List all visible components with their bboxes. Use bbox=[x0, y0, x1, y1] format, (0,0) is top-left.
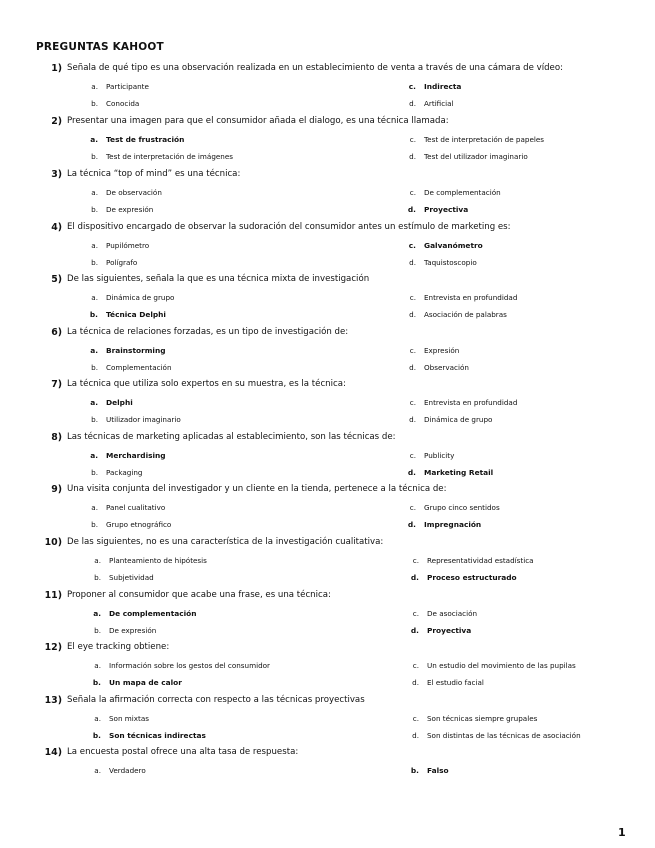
option-letter: b. bbox=[89, 310, 98, 319]
question-text: Señala de qué tipo es una observación realizada en un establecimiento de venta a través de una cámara de vídeo: bbox=[67, 63, 563, 73]
option-letter: a. bbox=[90, 451, 98, 460]
option-text: Expresión bbox=[424, 346, 460, 355]
option-letter: d. bbox=[409, 363, 416, 372]
option-letter: c. bbox=[409, 135, 416, 144]
option-letter: c. bbox=[409, 188, 416, 197]
option-text: Test del utilizador imaginario bbox=[424, 152, 528, 161]
option-text: Brainstorming bbox=[106, 346, 166, 355]
option-letter: d. bbox=[409, 99, 416, 108]
option-letter: a. bbox=[94, 766, 101, 775]
option-letter: b. bbox=[91, 99, 98, 108]
option-text: Son técnicas siempre grupales bbox=[427, 714, 538, 723]
page-number: 1 bbox=[618, 826, 626, 839]
option-letter: a. bbox=[90, 135, 98, 144]
option-letter: b. bbox=[91, 363, 98, 372]
option-text: Observación bbox=[424, 363, 469, 372]
option-text: Falso bbox=[427, 766, 449, 775]
option-letter: d. bbox=[409, 152, 416, 161]
option-text: Dinámica de grupo bbox=[106, 293, 175, 302]
question-text: La técnica “top of mind” es una técnica: bbox=[67, 169, 241, 179]
option-text: Panel cualitativo bbox=[106, 503, 166, 512]
option-text: Complementación bbox=[106, 363, 172, 372]
question-text: La técnica que utiliza solo expertos en su muestra, es la técnica: bbox=[67, 379, 346, 389]
question-text: El eye tracking obtiene: bbox=[67, 642, 170, 652]
option-text: Planteamiento de hipótesis bbox=[109, 556, 207, 565]
option-letter: d. bbox=[407, 468, 416, 477]
option-text: Participante bbox=[106, 82, 149, 91]
question-number: 4) bbox=[51, 222, 62, 233]
question-number: 13) bbox=[44, 695, 62, 706]
option-letter: c. bbox=[408, 241, 416, 250]
question-number: 6) bbox=[51, 327, 62, 338]
option-text: Pupilómetro bbox=[106, 241, 150, 250]
option-letter: b. bbox=[91, 520, 98, 529]
question-number: 8) bbox=[51, 432, 62, 443]
option-letter: b. bbox=[91, 468, 98, 477]
option-letter: a. bbox=[91, 241, 98, 250]
option-text: Indirecta bbox=[424, 82, 462, 91]
question-text: Proponer al consumidor que acabe una frase, es una técnica: bbox=[67, 590, 331, 600]
option-text: De complementación bbox=[424, 188, 501, 197]
option-text: Publicity bbox=[424, 451, 455, 460]
option-letter: c. bbox=[409, 293, 416, 302]
option-letter: b. bbox=[91, 205, 98, 214]
option-letter: d. bbox=[407, 520, 416, 529]
option-text: Test de frustración bbox=[106, 135, 185, 144]
question-number: 3) bbox=[51, 169, 62, 180]
option-text: El estudio facial bbox=[427, 678, 484, 687]
option-text: Impregnación bbox=[424, 520, 482, 529]
option-text: Test de interpretación de papeles bbox=[424, 135, 545, 144]
option-text: Polígrafo bbox=[106, 258, 138, 267]
option-text: Entrevista en profundidad bbox=[424, 293, 518, 302]
option-letter: b. bbox=[94, 626, 101, 635]
option-letter: b. bbox=[92, 731, 101, 740]
option-text: Dinámica de grupo bbox=[424, 415, 493, 424]
option-text: Técnica Delphi bbox=[106, 310, 166, 319]
option-letter: a. bbox=[90, 398, 98, 407]
question-number: 14) bbox=[44, 747, 62, 758]
option-text: De complementación bbox=[109, 609, 197, 618]
option-text: Proyectiva bbox=[424, 205, 469, 214]
option-text: De asociación bbox=[427, 609, 478, 618]
option-letter: c. bbox=[409, 451, 416, 460]
option-letter: d. bbox=[410, 626, 419, 635]
option-letter: d. bbox=[412, 731, 419, 740]
question-number: 5) bbox=[51, 274, 62, 285]
option-letter: a. bbox=[91, 188, 98, 197]
option-letter: a. bbox=[94, 661, 101, 670]
question-text: El dispositivo encargado de observar la sudoración del consumidor antes un estímulo de marketing es: bbox=[67, 222, 511, 232]
question-text: Señala la afirmación correcta con respecto a las técnicas proyectivas bbox=[67, 695, 365, 705]
question-number: 11) bbox=[44, 590, 62, 601]
option-text: Merchardising bbox=[106, 451, 166, 460]
option-letter: a. bbox=[91, 82, 98, 91]
option-text: De expresión bbox=[106, 205, 154, 214]
option-text: Test de interpretación de imágenes bbox=[106, 152, 234, 161]
option-text: De observación bbox=[106, 188, 162, 197]
option-letter: c. bbox=[409, 398, 416, 407]
option-text: Conocida bbox=[106, 99, 140, 108]
option-letter: d. bbox=[409, 258, 416, 267]
option-letter: a. bbox=[91, 293, 98, 302]
option-text: Un estudio del movimiento de las pupilas bbox=[427, 661, 576, 670]
option-text: Grupo etnográfico bbox=[106, 520, 172, 529]
question-text: La técnica de relaciones forzadas, es un tipo de investigación de: bbox=[67, 327, 349, 337]
option-text: De expresión bbox=[109, 626, 157, 635]
option-text: Marketing Retail bbox=[424, 468, 494, 477]
option-text: Delphi bbox=[106, 398, 133, 407]
option-letter: c. bbox=[412, 609, 419, 618]
question-number: 12) bbox=[44, 642, 62, 653]
option-letter: c. bbox=[412, 714, 419, 723]
question-text: Presentar una imagen para que el consumidor añada el dialogo, es una técnica llamada: bbox=[67, 116, 449, 126]
option-letter: b. bbox=[92, 678, 101, 687]
option-letter: b. bbox=[94, 573, 101, 582]
document-title: PREGUNTAS KAHOOT bbox=[36, 41, 164, 53]
option-text: Proyectiva bbox=[427, 626, 472, 635]
option-text: Utilizador imaginario bbox=[106, 415, 181, 424]
option-text: Proceso estructurado bbox=[427, 573, 517, 582]
option-text: Son distintas de las técnicas de asociación bbox=[427, 731, 581, 740]
option-text: Asociación de palabras bbox=[424, 310, 507, 319]
option-letter: a. bbox=[94, 714, 101, 723]
option-letter: c. bbox=[412, 556, 419, 565]
option-text: Subjetividad bbox=[109, 573, 154, 582]
option-letter: d. bbox=[410, 573, 419, 582]
question-number: 2) bbox=[51, 116, 62, 127]
option-letter: a. bbox=[94, 556, 101, 565]
option-text: Artificial bbox=[424, 99, 454, 108]
option-letter: c. bbox=[409, 503, 416, 512]
option-letter: b. bbox=[410, 766, 419, 775]
question-text: Las técnicas de marketing aplicadas al establecimiento, son las técnicas de: bbox=[67, 432, 396, 442]
question-number: 7) bbox=[51, 379, 62, 390]
option-text: Información sobre los gestos del consumidor bbox=[109, 661, 271, 670]
option-letter: a. bbox=[91, 503, 98, 512]
option-letter: d. bbox=[412, 678, 419, 687]
question-number: 9) bbox=[51, 484, 62, 495]
option-text: Un mapa de calor bbox=[109, 678, 182, 687]
option-text: Son técnicas indirectas bbox=[109, 731, 206, 740]
option-letter: b. bbox=[91, 258, 98, 267]
option-letter: d. bbox=[407, 205, 416, 214]
option-letter: c. bbox=[409, 346, 416, 355]
option-letter: c. bbox=[412, 661, 419, 670]
option-letter: d. bbox=[409, 310, 416, 319]
option-text: Grupo cinco sentidos bbox=[424, 503, 500, 512]
option-letter: a. bbox=[90, 346, 98, 355]
option-text: Verdadero bbox=[109, 766, 146, 775]
question-text: De las siguientes, señala la que es una técnica mixta de investigación bbox=[67, 274, 370, 284]
option-letter: b. bbox=[91, 152, 98, 161]
question-number: 10) bbox=[44, 537, 62, 548]
option-letter: c. bbox=[408, 82, 416, 91]
option-letter: a. bbox=[93, 609, 101, 618]
question-text: La encuesta postal ofrece una alta tasa de respuesta: bbox=[67, 747, 299, 757]
option-text: Galvanómetro bbox=[424, 241, 483, 250]
question-text: De las siguientes, no es una característica de la investigación cualitativa: bbox=[67, 537, 384, 547]
option-text: Representatividad estadística bbox=[427, 556, 534, 565]
option-text: Packaging bbox=[106, 468, 143, 477]
question-number: 1) bbox=[51, 63, 62, 74]
option-letter: d. bbox=[409, 415, 416, 424]
option-text: Son mixtas bbox=[109, 714, 150, 723]
option-text: Taquistoscopio bbox=[424, 258, 477, 267]
option-text: Entrevista en profundidad bbox=[424, 398, 518, 407]
question-text: Una visita conjunta del investigador y un cliente en la tienda, pertenece a la técnica de: bbox=[67, 484, 447, 494]
option-letter: b. bbox=[91, 415, 98, 424]
